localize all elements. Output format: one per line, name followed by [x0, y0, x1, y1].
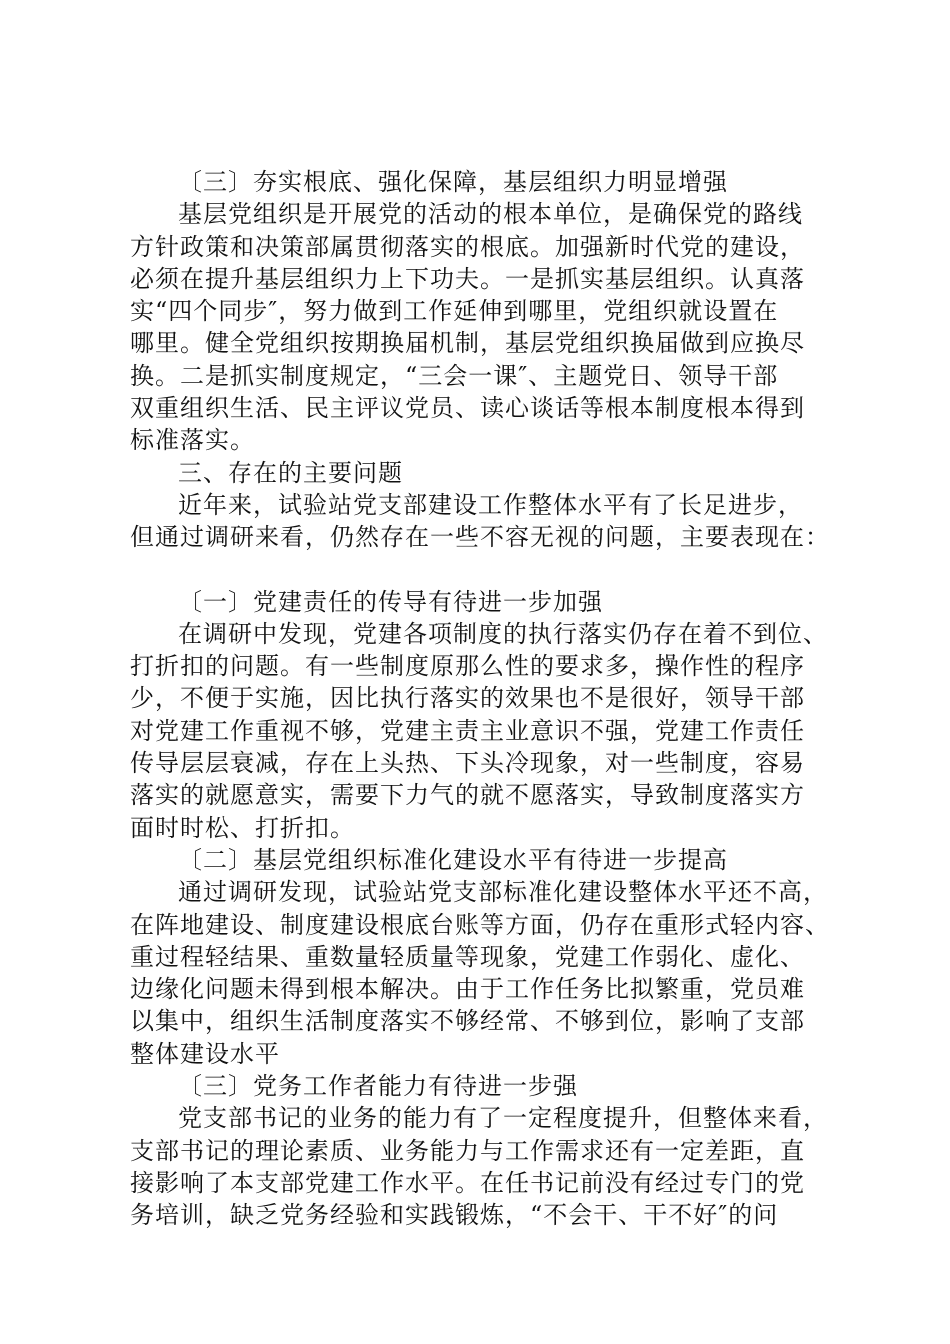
paragraph-line: 方针政策和决策部属贯彻落实的根底。加强新时代党的建设， [130, 232, 805, 261]
paragraph-line: 党支部书记的业务的能力有了一定程度提升，但整体来看， [178, 1104, 828, 1133]
paragraph-line: 以集中，组织生活制度落实不够经常、不够到位，影响了支部 [130, 1007, 805, 1036]
paragraph-gap [130, 554, 830, 586]
section-heading: 〔二〕基层党组织标准化建设水平有待进一步提高 [178, 845, 728, 874]
section-heading: 〔三〕夯实根底、强化保障，基层组织力明显增强 [178, 168, 728, 196]
paragraph-line: 通过调研发现，试验站党支部标准化建设整体水平还不高， [178, 878, 828, 907]
paragraph-line: 打折扣的问题。有一些制度原那么性的要求多，操作性的程序 [130, 652, 805, 681]
paragraph-line: 基层党组织是开展党的活动的根本单位，是确保党的路线 [178, 200, 803, 229]
part-heading: 三、存在的主要问题 [178, 458, 403, 487]
paragraph-line: 换。二是抓实制度规定，“三会一课″、主题党日、领导干部 [130, 361, 779, 390]
paragraph-line: 少，不便于实施，因比执行落实的效果也不是很好，领导干部 [130, 684, 805, 713]
paragraph-line: 但通过调研来看，仍然存在一些不容无视的问题，主要表现在： [130, 523, 830, 552]
paragraph-line: 在阵地建设、制度建设根底台账等方面，仍存在重形式轻内容、 [130, 910, 830, 939]
paragraph-line: 传导层层衰减，存在上头热、下头冷现象，对一些制度，容易 [130, 749, 805, 778]
paragraph-line: 重过程轻结果、重数量轻质量等现象，党建工作弱化、虚化、 [130, 942, 805, 971]
paragraph-line: 实“四个同步″，努力做到工作延伸到哪里，党组织就设置在 [130, 297, 779, 326]
paragraph-line: 边缘化问题未得到根本解决。由于工作任务比拟繁重，党员难 [130, 975, 805, 1004]
paragraph-line: 在调研中发现，党建各项制度的执行落实仍存在着不到位、 [178, 619, 828, 648]
section-heading: 〔一〕党建责任的传导有待进一步加强 [178, 587, 603, 616]
paragraph-line: 双重组织生活、民主评议党员、读心谈话等根本制度根本得到 [130, 394, 805, 423]
paragraph-line: 标准落实。 [130, 426, 255, 455]
paragraph-line: 落实的就愿意实，需要下力气的就不愿落实，导致制度落实方 [130, 781, 805, 810]
section-heading: 〔三〕党务工作者能力有待进一步强 [178, 1072, 578, 1101]
paragraph-line: 整体建设水平 [130, 1039, 280, 1068]
paragraph-line: 哪里。健全党组织按期换届机制，基层党组织换届做到应换尽 [130, 329, 805, 358]
paragraph-line: 接影响了本支部党建工作水平。在任书记前没有经过专门的党 [130, 1168, 805, 1197]
paragraph-line: 近年来，试验站党支部建设工作整体水平有了长足进步， [178, 490, 803, 519]
document-body [130, 166, 830, 1232]
paragraph-line: 务培训，缺乏党务经验和实践锻炼，“不会干、干不好″的问 [130, 1201, 779, 1230]
paragraph-line: 支部书记的理论素质、业务能力与工作需求还有一定差距，直 [130, 1136, 805, 1165]
paragraph-line: 面时时松、打折扣。 [130, 813, 355, 842]
paragraph-line: 必须在提升基层组织力上下功夫。一是抓实基层组织。认真落 [130, 264, 805, 293]
paragraph-line: 对党建工作重视不够，党建主责主业意识不强，党建工作责任 [130, 716, 805, 745]
